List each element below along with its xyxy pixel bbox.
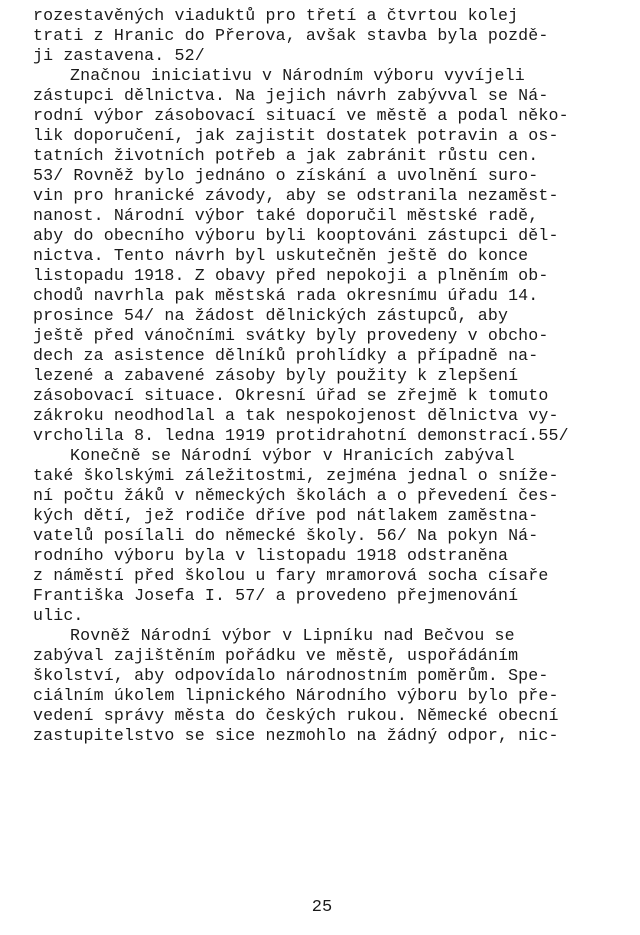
text-line: ji zastavena. 52/ xyxy=(33,46,205,65)
text-line: z náměstí před školou u fary mramorová socha císaře xyxy=(33,566,549,585)
page-number: 25 xyxy=(311,898,333,917)
paragraph-start-line: Značnou iniciativu v Národním výboru vyvíjeli xyxy=(70,66,525,85)
text-line: rozestavěných viaduktů pro třetí a čtvrtou kolej xyxy=(33,6,519,25)
text-line: aby do obecního výboru byli kooptováni zástupci děl- xyxy=(33,226,559,245)
text-line: rodní výbor zásobovací situací ve městě a podal něko- xyxy=(33,106,569,125)
text-line: zástupci dělnictva. Na jejich návrh zabývval se Ná- xyxy=(33,86,549,105)
text-line: školství, aby odpovídalo národnostním poměrům. Spe- xyxy=(33,666,549,685)
text-line: ulic. xyxy=(33,606,84,625)
text-line: lezené a zabavené zásoby byly použity k zlepšení xyxy=(33,366,519,385)
text-line: nanost. Národní výbor také doporučil městské radě, xyxy=(33,206,539,225)
text-line: dech za asistence dělníků prohlídky a případně na- xyxy=(33,346,539,365)
text-line: prosince 54/ na žádost dělnických zástupců, aby xyxy=(33,306,509,325)
text-line: ní počtu žáků v německých školách a o převedení čes- xyxy=(33,486,559,505)
text-line: kých dětí, jež rodiče dříve pod nátlakem zaměstna- xyxy=(33,506,539,525)
text-line: nictva. Tento návrh byl uskutečněn ještě do konce xyxy=(33,246,529,265)
text-line: zabýval zajištěním pořádku ve městě, uspořádáním xyxy=(33,646,519,665)
text-line: rodního výboru byla v listopadu 1918 odstraněna xyxy=(33,546,509,565)
text-line: zákroku neodhodlal a tak nespokojenost dělnictva vy- xyxy=(33,406,559,425)
text-line: vatelů posílali do německé školy. 56/ Na pokyn Ná- xyxy=(33,526,539,545)
text-line: Františka Josefa I. 57/ a provedeno přejmenování xyxy=(33,586,519,605)
paragraph-start-line: Rovněž Národní výbor v Lipníku nad Bečvou se xyxy=(70,626,515,645)
text-line: trati z Hranic do Přerova, avšak stavba byla pozdě- xyxy=(33,26,549,45)
text-line: zásobovací situace. Okresní úřad se zřejmě k tomuto xyxy=(33,386,549,405)
text-line: listopadu 1918. Z obavy před nepokoji a plněním ob- xyxy=(33,266,549,285)
text-line: také školskými záležitostmi, zejména jednal o sníže- xyxy=(33,466,559,485)
text-line: chodů navrhla pak městská rada okresnímu úřadu 14. xyxy=(33,286,539,305)
text-line: lik doporučení, jak zajistit dostatek potravin a os- xyxy=(33,126,559,145)
text-line: vrcholila 8. ledna 1919 protidrahotní demonstrací.55/ xyxy=(33,426,569,445)
text-line: tatních životních potřeb a jak zabránit růstu cen. xyxy=(33,146,539,165)
text-line: ciálním úkolem lipnického Národního výboru bylo pře- xyxy=(33,686,559,705)
text-line: ještě před vánočními svátky byly provedeny v obcho- xyxy=(33,326,549,345)
text-line: 53/ Rovněž bylo jednáno o získání a uvolnění suro- xyxy=(33,166,539,185)
text-line: zastupitelstvo se sice nezmohlo na žádný odpor, nic- xyxy=(33,726,559,745)
paragraph-start-line: Konečně se Národní výbor v Hranicích zabýval xyxy=(70,446,515,465)
text-line: vedení správy města do českých rukou. Německé obecní xyxy=(33,706,559,725)
text-line: vin pro hranické závody, aby se odstranila nezaměst- xyxy=(33,186,559,205)
